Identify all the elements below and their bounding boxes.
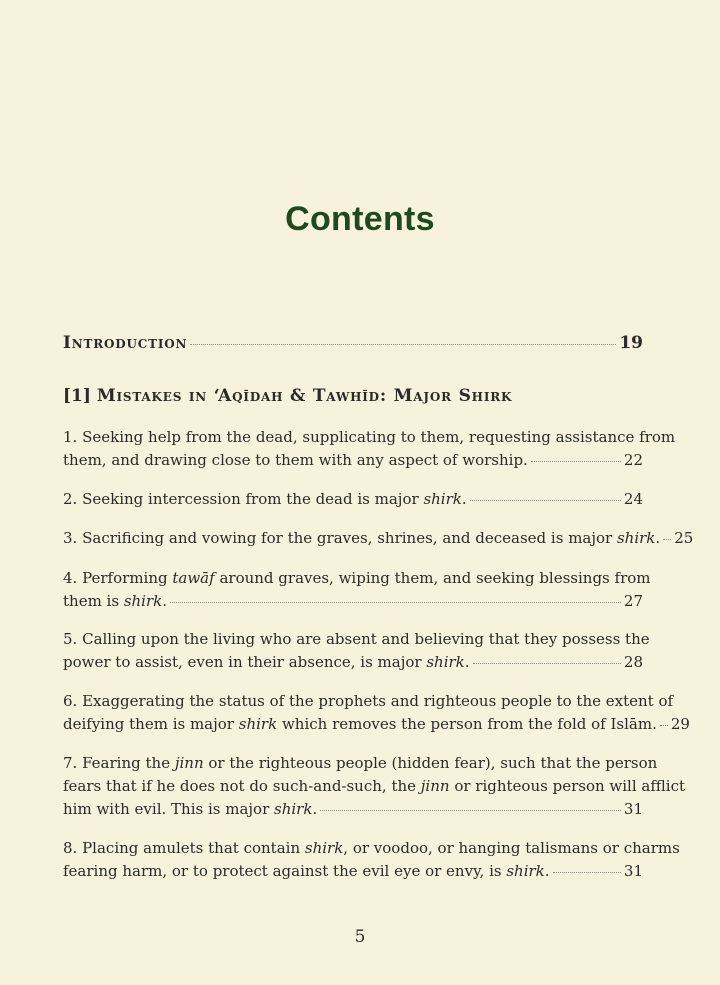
entry-line: 6. Exaggerating the status of the prophets and righteous people to the extent of: [63, 692, 674, 710]
toc-entry[interactable]: 1. Seeking help from the dead, supplicating to them, requesting assistance from them, and drawing close to them with any aspect of worship. 22: [63, 426, 643, 472]
entry-number: 4.: [63, 569, 78, 587]
introduction-label: Introduction: [63, 333, 188, 353]
entry-line: fears that if he does not do such-and-such, the jinn or righteous person will afflict: [63, 777, 686, 795]
section-heading: [63, 386, 643, 406]
entry-page: 25: [674, 529, 694, 547]
entry-line: 7. Fearing the jinn or the righteous people (hidden fear), such that the person: [63, 754, 658, 772]
entry-number: 2.: [63, 490, 78, 508]
entry-number: 7.: [63, 754, 78, 772]
section-label: Mistakes in ‘Aqīdah & Tawhīd: Major Shirk: [96, 386, 513, 406]
dot-leader: [190, 344, 616, 345]
toc-entry[interactable]: 2. Seeking intercession from the dead is major shirk. 24: [63, 488, 643, 511]
entry-line: 5. Calling upon the living who are absent and believing that they possess the: [63, 630, 650, 648]
entry-page: 31: [623, 862, 643, 880]
dot-leader: [320, 810, 621, 811]
dot-leader: [663, 539, 671, 540]
toc-entry[interactable]: 3. Sacrificing and vowing for the graves, shrines, and deceased is major shirk. 25: [63, 527, 643, 550]
entry-page: 24: [623, 490, 643, 508]
entry-number: 8.: [63, 839, 78, 857]
toc-entry[interactable]: 8. Placing amulets that contain shirk, or voodoo, or hanging talismans or charms fearing harm, or to protect against the evil eye or envy, is shirk. 31: [63, 837, 643, 883]
entry-page: 29: [670, 715, 690, 733]
entry-page: 31: [623, 800, 643, 818]
page-title: Contents: [285, 200, 435, 238]
dot-leader: [470, 500, 621, 501]
entry-number: 6.: [63, 692, 78, 710]
entry-page: 28: [623, 653, 643, 671]
page-number: 5: [354, 927, 366, 947]
toc-entry[interactable]: 7. Fearing the jinn or the righteous people (hidden fear), such that the person fears that if he does not do such-and-such, the jinn or righteous person will afflict him with evil. This is major shirk. 31: [63, 752, 643, 821]
entry-page: 22: [623, 451, 643, 469]
entry-number: 5.: [63, 630, 78, 648]
toc-introduction[interactable]: [63, 332, 643, 355]
dot-leader: [553, 872, 621, 873]
entry-number: 3.: [63, 529, 78, 547]
entry-line: 4. Performing tawāf around graves, wiping them, and seeking blessings from: [63, 569, 651, 587]
entry-number: 1.: [63, 428, 78, 446]
section-prefix: [1]: [63, 386, 91, 406]
dot-leader: [660, 725, 668, 726]
dot-leader: [170, 602, 621, 603]
entry-page: 27: [623, 592, 643, 610]
toc-entry[interactable]: 4. Performing tawāf around graves, wiping them, and seeking blessings from them is shirk. 27: [63, 567, 643, 613]
entry-line: 8. Placing amulets that contain shirk, or voodoo, or hanging talismans or charms: [63, 839, 680, 857]
toc-entry[interactable]: 6. Exaggerating the status of the prophets and righteous people to the extent of deifying them is major shirk which removes the person from the fold of Islām. 29: [63, 690, 643, 736]
dot-leader: [531, 461, 621, 462]
introduction-page: 19: [619, 333, 643, 353]
toc-entry[interactable]: 5. Calling upon the living who are absent and believing that they possess the power to assist, even in their absence, is major shirk. 28: [63, 628, 643, 674]
entry-line: 1. Seeking help from the dead, supplicating to them, requesting assistance from: [63, 428, 676, 446]
dot-leader: [473, 663, 621, 664]
